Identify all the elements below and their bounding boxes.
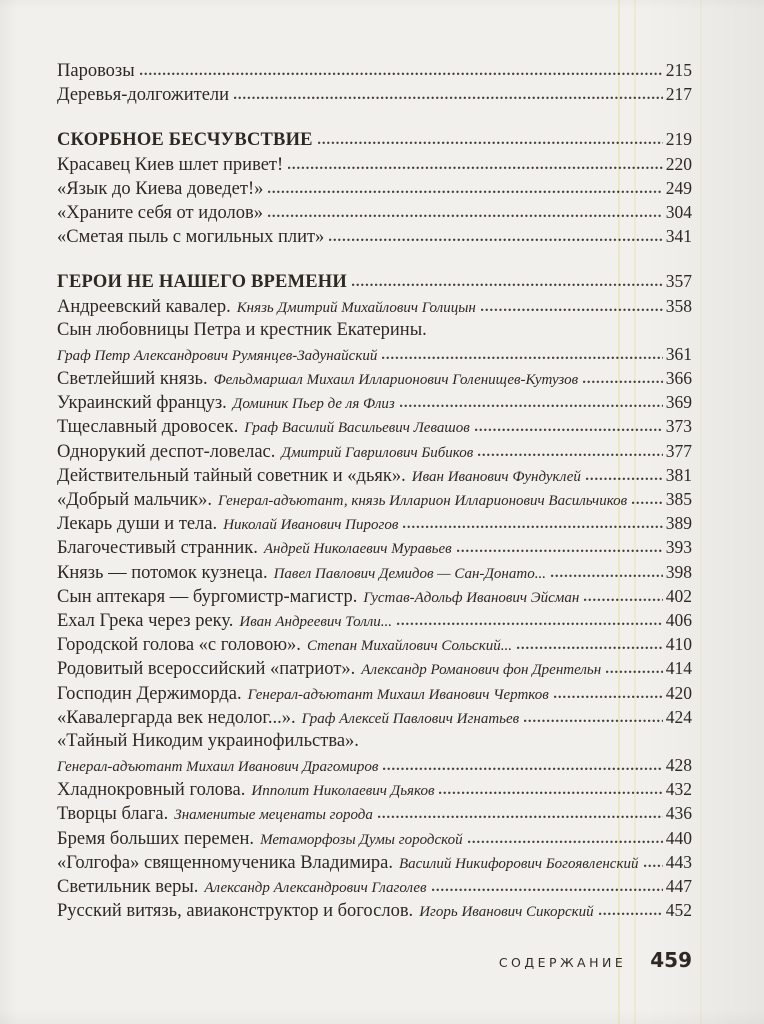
toc-entry-title: Благочестивый странник. — [57, 538, 258, 559]
toc-entry-title: Деревья-долгожители — [57, 85, 230, 106]
toc-entry-title: «Храните себя от идолов» — [57, 202, 264, 223]
toc-leader-dots — [481, 308, 663, 312]
toc-leader-dots — [457, 549, 663, 553]
toc-leader-dots — [478, 453, 662, 457]
toc-page-number: 369 — [665, 392, 692, 413]
toc-page-number: 424 — [665, 706, 692, 727]
toc-leader-dots — [586, 477, 663, 481]
toc-entry-title: Бремя больших перемен. — [57, 828, 255, 849]
toc-entry-title: Однорукий деспот-ловелас. — [57, 441, 276, 462]
toc-page-number: 215 — [665, 60, 692, 80]
toc-row — [57, 320, 692, 344]
toc-entry-subtitle: Метаморфозы Думы городской — [260, 831, 463, 848]
page-footer — [499, 948, 692, 972]
toc-page-number: 398 — [665, 561, 692, 582]
toc-row — [57, 779, 692, 803]
toc-heading-title: ГЕРОИ НЕ НАШЕГО ВРЕМЕНИ — [57, 272, 347, 293]
toc-page-number: 414 — [665, 658, 692, 679]
toc-entry-title: Лекарь души и тела. — [57, 514, 218, 535]
toc-leader-dots — [403, 525, 662, 529]
toc-row — [57, 202, 692, 226]
toc-heading-row — [57, 129, 692, 153]
toc-entry-title: Красавец Киев шлет привет! — [57, 154, 284, 175]
toc-leader-dots — [632, 501, 663, 505]
toc-row — [57, 610, 692, 634]
toc-entry-title: Господин Держиморда. — [57, 683, 242, 704]
toc-page-number: 428 — [665, 755, 692, 776]
toc-entry-title: Паровозы — [57, 61, 135, 81]
toc-row — [57, 900, 692, 924]
toc-page-number: 452 — [665, 900, 692, 921]
toc-page-number: 389 — [665, 513, 692, 534]
toc-row — [57, 154, 692, 178]
toc-entry-title: Действительный тайный советник и «дьяк». — [57, 465, 406, 486]
toc-page-number: 420 — [665, 682, 692, 703]
toc-entry-subtitle: Генерал-адъютант Михаил Иванович Чертков — [247, 686, 549, 703]
toc-entry-title: «Добрый мальчик». — [57, 490, 213, 510]
toc-page-number: 304 — [665, 201, 692, 222]
toc-entry-subtitle: Игорь Иванович Сикорский — [419, 904, 594, 921]
toc-list — [57, 60, 692, 924]
toc-entry-title: Родовитый всероссийский «патриот». — [57, 659, 356, 680]
toc-entry-subtitle: Иван Иванович Фундуклей — [411, 468, 581, 485]
footer-section-label: СОДЕРЖАНИЕ — [498, 955, 627, 970]
toc-leader-dots — [318, 141, 663, 145]
toc-row — [57, 634, 692, 658]
toc-leader-dots — [268, 214, 663, 218]
toc-entry-subtitle: Генерал-адъютант Михаил Иванович Драгомиров — [57, 759, 379, 776]
toc-leader-dots — [397, 622, 663, 626]
toc-page-number: 358 — [665, 295, 692, 316]
toc-entry-subtitle: Граф Василий Васильевич Левашов — [244, 420, 470, 437]
toc-leader-dots — [517, 646, 663, 650]
toc-page-number: 217 — [665, 84, 692, 105]
toc-row — [57, 178, 692, 202]
toc-row — [57, 368, 692, 392]
toc-page-number: 366 — [665, 368, 692, 389]
toc-entry-subtitle: Князь Дмитрий Михайлович Голицын — [236, 299, 476, 316]
toc-page-number: 249 — [665, 177, 692, 198]
toc-leader-dots — [378, 815, 663, 819]
toc-leader-dots — [475, 428, 663, 432]
toc-row — [57, 537, 692, 561]
toc-leader-dots — [400, 404, 663, 408]
toc-row — [57, 465, 692, 489]
toc-heading-title: СКОРБНОЕ БЕСЧУВСТВИЕ — [57, 130, 313, 151]
toc-entry-title: Светлейший князь. — [57, 369, 208, 390]
toc-row — [57, 392, 692, 416]
toc-row — [57, 562, 692, 586]
toc-entry-subtitle: Фельдмаршал Михаил Илларионович Голенищев-Кутузов — [213, 372, 579, 389]
toc-row — [57, 755, 692, 779]
toc-entry-subtitle: Дмитрий Гаврилович Бибиков — [281, 444, 474, 461]
toc-page-number: 220 — [665, 153, 692, 174]
toc-entry-subtitle: Граф Петр Александрович Румянцев-Задунайский — [57, 347, 378, 364]
toc-page-number: 385 — [665, 489, 692, 509]
toc-entry-title: Князь — потомок кузнеца. — [57, 562, 268, 583]
toc-leader-dots — [329, 238, 662, 242]
toc-page-number: 436 — [665, 803, 692, 824]
toc-row — [57, 731, 692, 755]
toc-page-number: 410 — [665, 634, 692, 655]
toc-row — [57, 513, 692, 537]
toc-entry-title: Сын любовницы Петра и крестник Екатерины. — [57, 319, 427, 340]
toc-entry-title: «Сметая пыль с могильных плит» — [57, 227, 325, 248]
toc-entry-subtitle: Ипполит Николаевич Дьяков — [251, 783, 435, 800]
toc-row — [57, 441, 692, 465]
toc-entry-title: «Кавалергарда век недолог...». — [57, 707, 296, 728]
toc-leader-dots — [288, 166, 663, 170]
toc-page-number: 402 — [665, 585, 692, 606]
toc-entry-title: Русский витязь, авиаконструктор и богослов. — [57, 901, 414, 922]
toc-row — [57, 296, 692, 320]
toc-entry-title: «Тайный Никодим украинофильства». — [57, 730, 359, 751]
toc-row — [57, 707, 692, 731]
toc-row — [57, 852, 692, 876]
toc-row — [57, 828, 692, 852]
toc-leader-dots — [234, 96, 663, 100]
toc-entry-subtitle: Иван Андреевич Толли... — [239, 613, 393, 630]
toc-page-number: 219 — [665, 129, 692, 150]
toc-page-number: 373 — [665, 416, 692, 437]
toc-leader-dots — [554, 695, 663, 699]
toc-leader-dots — [524, 719, 663, 723]
toc-row — [57, 586, 692, 610]
scan-stripe — [700, 0, 702, 1024]
toc-entry-subtitle: Александр Романович фон Дрентельн — [361, 662, 602, 679]
toc-leader-dots — [551, 574, 663, 578]
toc-row — [57, 876, 692, 900]
toc-leader-dots — [606, 670, 663, 674]
toc-leader-dots — [352, 283, 663, 287]
footer-page-number: 459 — [650, 948, 692, 972]
toc-page-number: 432 — [665, 779, 692, 800]
toc-entry-subtitle: Степан Михайлович Сольский... — [306, 638, 512, 655]
toc-entry-title: «Голгофа» священномученика Владимира. — [57, 852, 393, 873]
toc-leader-dots — [468, 840, 663, 844]
toc-entry-title: Светильник веры. — [57, 877, 199, 897]
toc-row — [57, 416, 692, 440]
toc-entry-subtitle: Генерал-адъютант, князь Илларион Илларионович Васильчиков — [218, 493, 628, 509]
toc-page-number: 341 — [665, 226, 692, 247]
toc-entry-title: Тщеславный дровосек. — [57, 417, 239, 438]
toc-leader-dots — [583, 380, 663, 384]
toc-entry-title: Украинский француз. — [57, 393, 227, 414]
toc-entry-subtitle: Николай Иванович Пирогов — [223, 517, 399, 534]
toc-page-number: 443 — [665, 851, 692, 872]
toc-entry-subtitle: Доминик Пьер де ля Флиз — [232, 396, 395, 413]
toc-page-number: 357 — [665, 271, 692, 292]
toc-leader-dots — [599, 912, 663, 916]
toc-row — [57, 803, 692, 827]
toc-entry-title: Андреевский кавалер. — [57, 296, 231, 317]
toc-row — [57, 84, 692, 108]
toc-page-number: 361 — [665, 343, 692, 364]
toc-leader-dots — [268, 190, 662, 194]
toc-page-number: 393 — [665, 537, 692, 558]
toc-row — [57, 489, 692, 513]
toc-entry-subtitle: Александр Александрович Глаголев — [204, 880, 427, 896]
toc-entry-title: Хладнокровный голова. — [57, 780, 246, 801]
toc-entry-subtitle: Павел Павлович Демидов — Сан-Донато... — [273, 565, 546, 582]
toc-leader-dots — [439, 791, 662, 795]
toc-entry-subtitle: Густав-Адольф Иванович Эйсман — [363, 589, 580, 606]
toc-page-number: 440 — [665, 827, 692, 848]
toc-entry-title: Сын аптекаря — бургомистр-магистр. — [57, 586, 358, 607]
toc-row — [57, 658, 692, 682]
toc-leader-dots — [140, 72, 663, 76]
toc-leader-dots — [432, 888, 663, 892]
toc-leader-dots — [584, 598, 662, 602]
toc-row — [57, 60, 692, 84]
toc-row — [57, 344, 692, 368]
toc-entry-subtitle: Знаменитые меценаты города — [174, 807, 373, 824]
toc-page-number: 447 — [665, 876, 692, 896]
toc-page-number: 377 — [665, 440, 692, 461]
toc-entry-title: Творцы блага. — [57, 804, 169, 825]
toc-entry-subtitle: Граф Алексей Павлович Игнатьев — [301, 710, 520, 727]
toc-entry-title: Городской голова «с головою». — [57, 635, 301, 656]
toc-row — [57, 226, 692, 250]
toc-heading-row — [57, 271, 692, 295]
toc-entry-subtitle: Василий Никифорович Богоявленский — [398, 855, 639, 872]
toc-entry-title: Ехал Грека через реку. — [57, 610, 234, 631]
toc-entry-subtitle: Андрей Николаевич Муравьев — [263, 541, 452, 558]
toc-leader-dots — [382, 356, 662, 360]
toc-leader-dots — [383, 767, 662, 771]
toc-leader-dots — [644, 864, 663, 868]
toc-page-number: 381 — [665, 464, 692, 485]
toc-page-number: 406 — [665, 609, 692, 630]
toc-row — [57, 683, 692, 707]
toc-entry-title: «Язык до Киева доведет!» — [57, 178, 264, 199]
